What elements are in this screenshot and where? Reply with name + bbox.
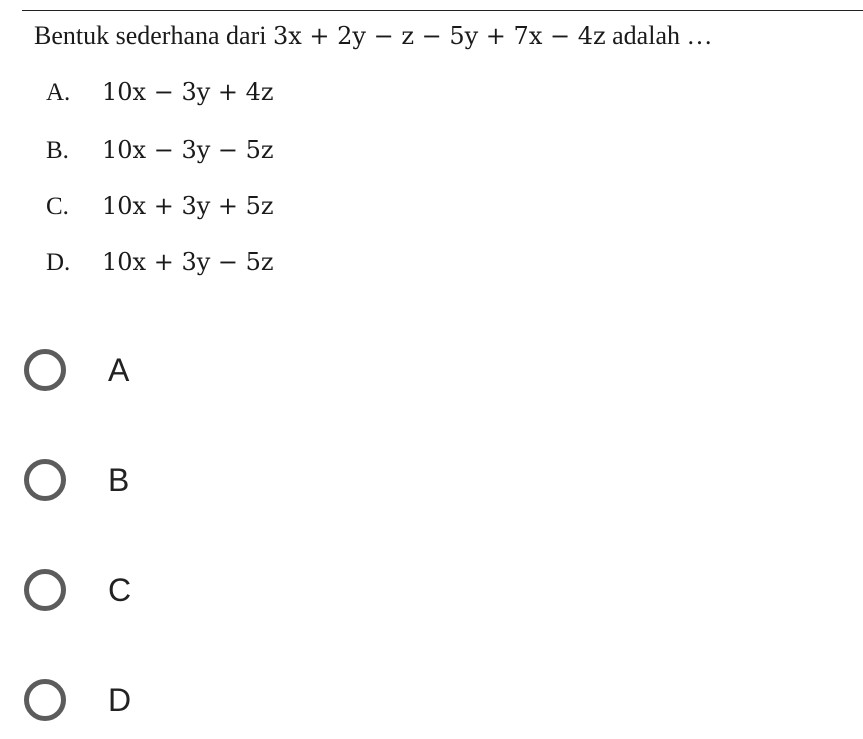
answer-option-b[interactable]: [24, 452, 424, 508]
radio-button-icon[interactable]: [24, 569, 66, 611]
answer-option-a[interactable]: [24, 342, 424, 398]
choice-expression: 10x − 3y − 5z: [102, 136, 274, 164]
choice-c: [46, 190, 274, 223]
choice-letter: B.: [46, 137, 69, 164]
choice-a: [46, 76, 274, 109]
choice-expression: 10x − 3y + 4z: [102, 78, 274, 106]
choice-letter: C.: [46, 193, 69, 220]
stem-expression: 3x + 2y − z − 5y + 7x − 4z: [272, 22, 606, 50]
choice-letter: D.: [46, 249, 71, 276]
stem-suffix: adalah …: [612, 21, 713, 50]
radio-button-icon[interactable]: [24, 679, 66, 721]
answer-label: C: [108, 571, 132, 608]
radio-button-icon[interactable]: [24, 349, 66, 391]
question-stem: [34, 20, 712, 52]
answer-label: A: [108, 351, 130, 388]
answer-option-d[interactable]: [24, 672, 424, 728]
answer-option-c[interactable]: [24, 562, 424, 618]
choice-expression: 10x + 3y + 5z: [102, 192, 274, 220]
stem-text: Bentuk sederhana dari: [34, 21, 267, 50]
choice-d: [46, 246, 274, 279]
question-image: [0, 0, 863, 290]
answer-label: B: [108, 461, 130, 498]
answer-label: D: [108, 681, 132, 718]
choice-b: [46, 134, 274, 167]
top-divider: [22, 10, 863, 11]
choice-expression: 10x + 3y − 5z: [102, 248, 274, 276]
radio-button-icon[interactable]: [24, 459, 66, 501]
choice-letter: A.: [46, 79, 71, 106]
